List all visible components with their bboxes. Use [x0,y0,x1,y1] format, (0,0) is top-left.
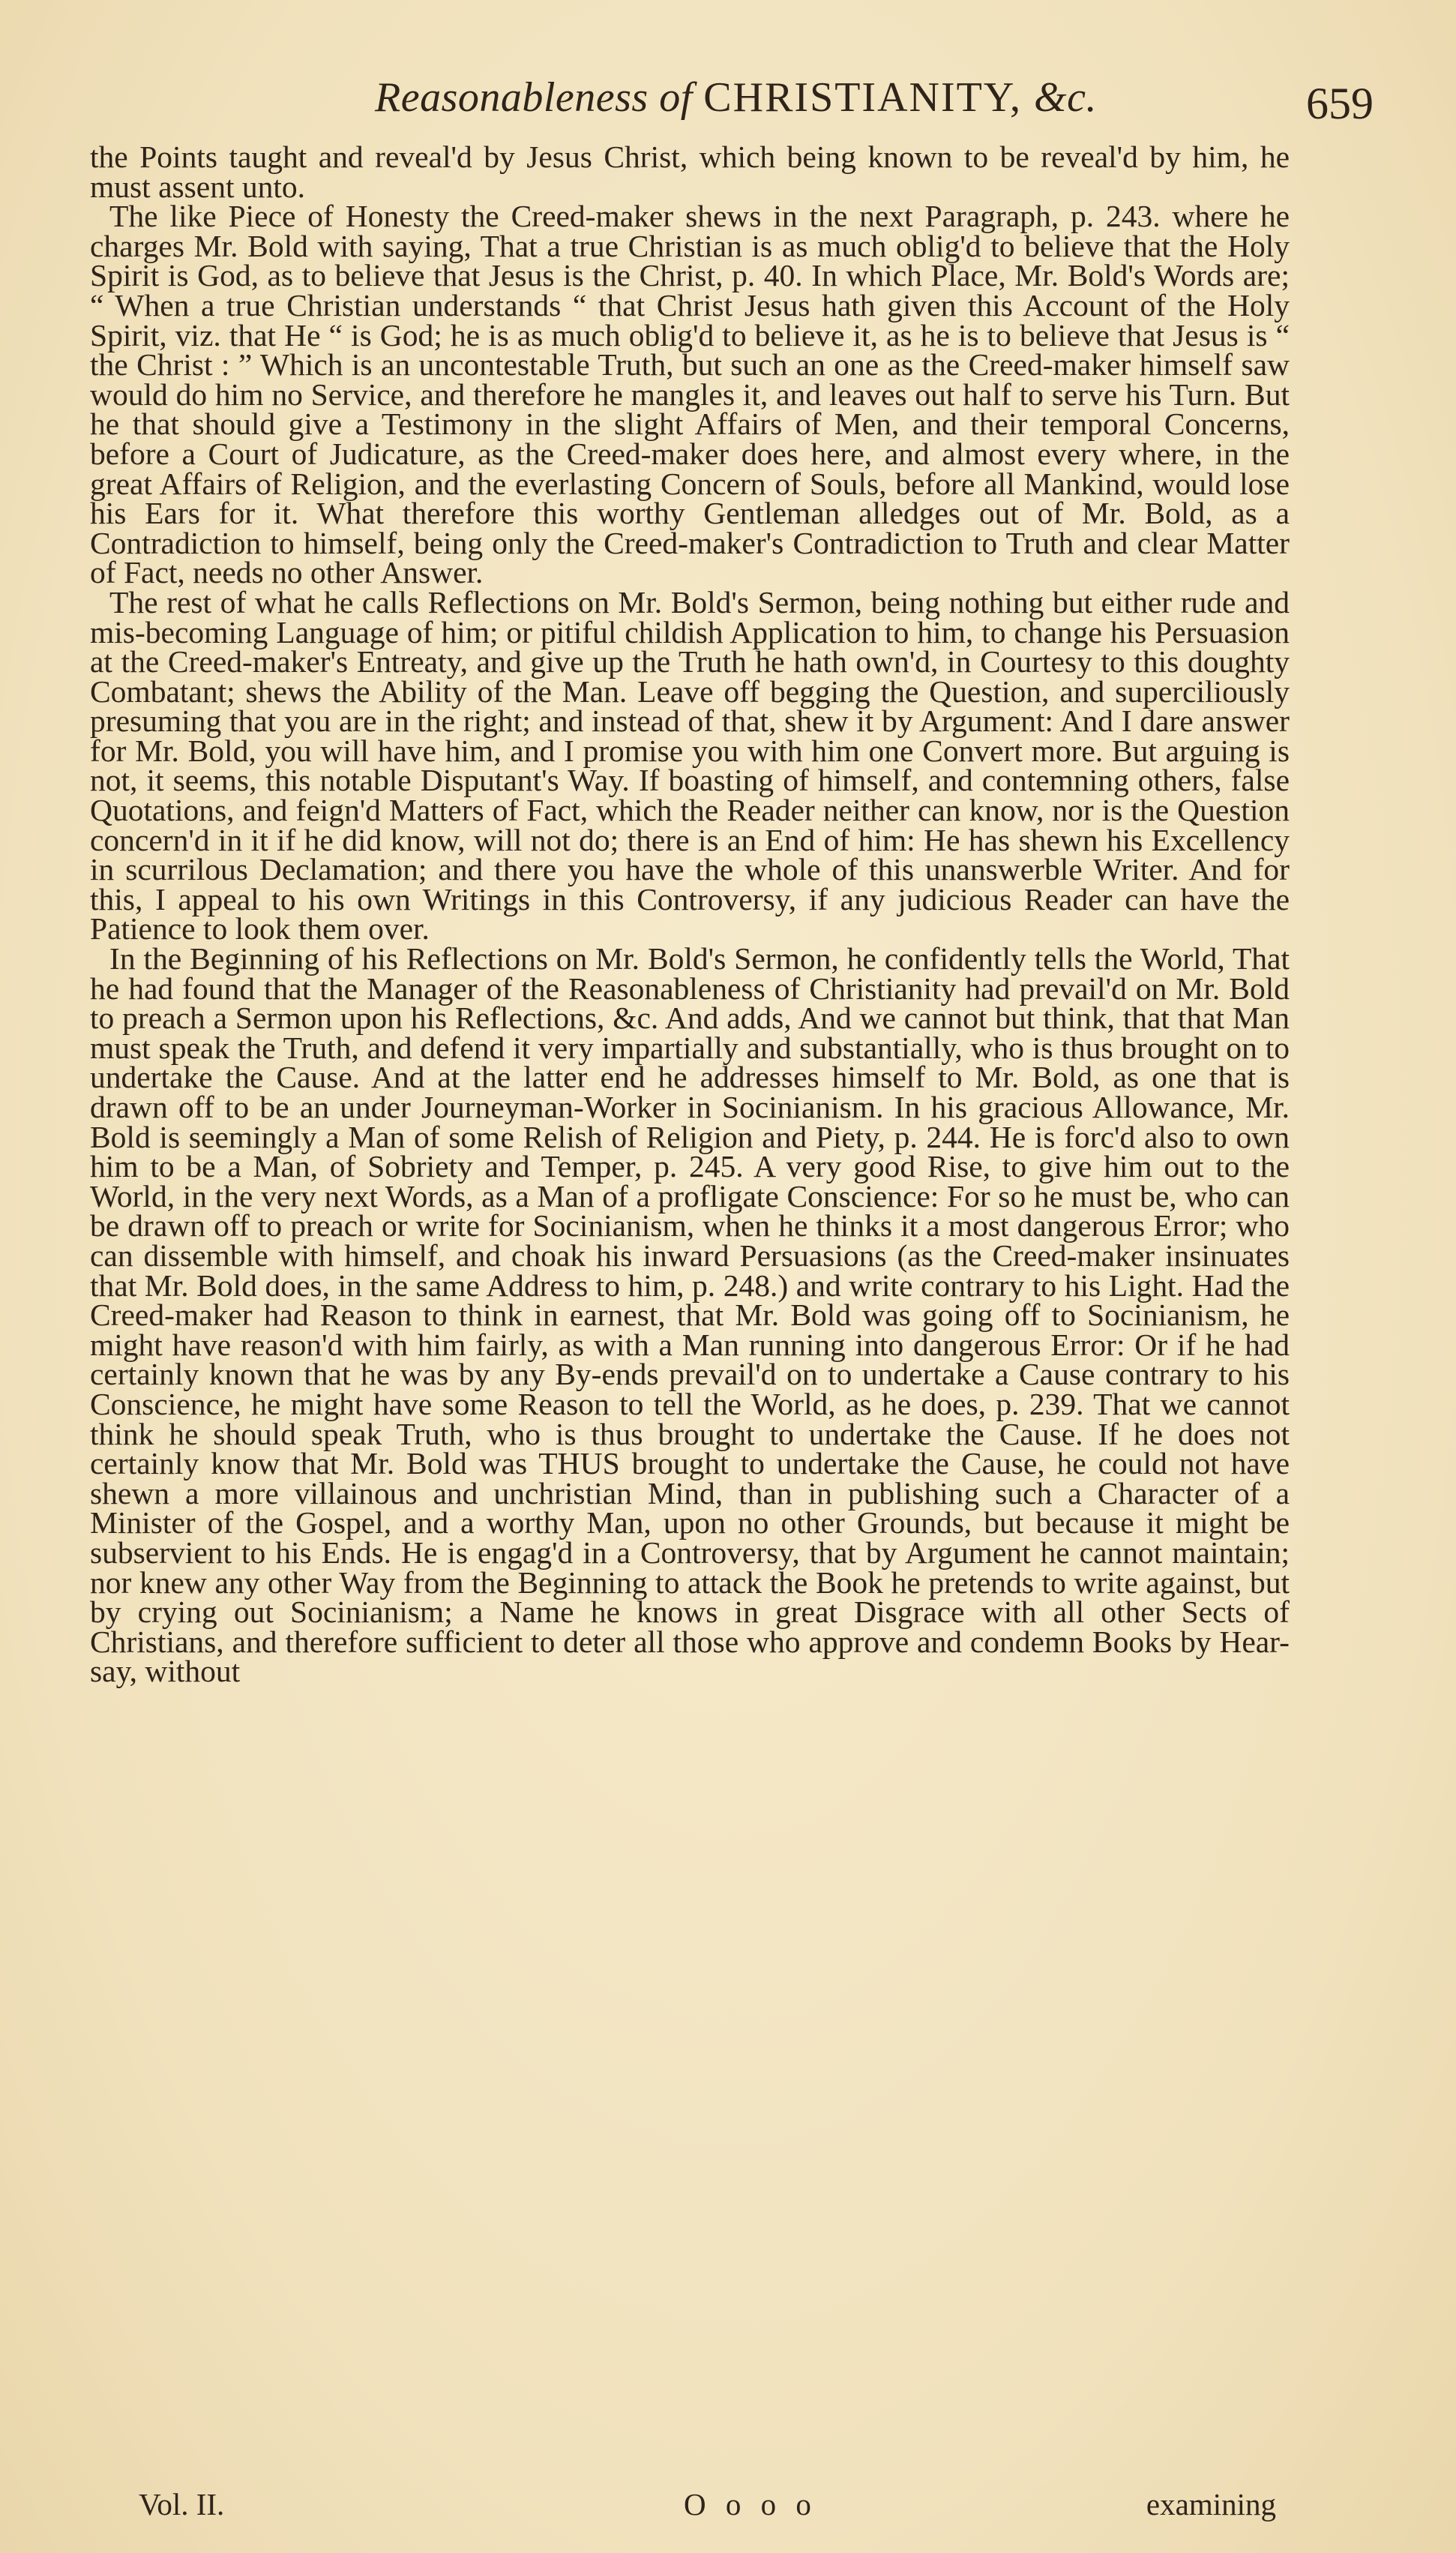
paragraph-1: the Points taught and reveal'd by Jesus Christ, which being known to be reveal'd by him, he must assent unto. [90,140,1290,204]
page-footer [0,2486,1456,2531]
running-head-etc: &c. [1034,74,1097,121]
catchword: examining [1146,2487,1276,2522]
body-text [90,142,1290,1687]
signature-mark: O o o o [684,2487,817,2522]
paragraph-3: The rest of what he calls Reflections on Mr. Bold's Sermon, being nothing but either rude and mis-becoming Language of him; or pitiful childish Application to him, to change his Persuasion at the Creed-maker's Entreaty, and give up the Truth he hath own'd, in Courtesy to this doughty Combatant; shews the Ability of the Man. Leave off begging the Question, and superciliously presuming that you are in the right; and instead of that, shew it by Argument: And I dare answer for Mr. Bold, you will have him, and I promise you with him one Convert more. But arguing is not, it seems, this notable Disputant's Way. If boasting of himself, and contemning others, false Quotations, and feign'd Matters of Fact, which the Reader neither can know, nor is the Question concern'd in it if he did know, will not do; there is an End of him: He has shewn his Excellency in scurrilous Declamation; and there you have the whole of this unanswerble Writer. And for this, I appeal to his own Writings in this Controversy, if any judicious Reader can have the Patience to look them over. [90,584,1290,946]
paragraph-2: The like Piece of Honesty the Creed-maker shews in the next Paragraph, p. 243. where he charges Mr. Bold with saying, That a true Christian is as much oblig'd to believe that the Holy Spirit is God, as to believe that Jesus is the Christ, p. 40. In which Place, Mr. Bold's Words are; “ When a true Christian understands “ that Christ Jesus hath given this Account of the Holy Spirit, viz. that He “ is God; he is as much oblig'd to believe it, as he is to believe that Jesus is “ the Christ : ” Which is an uncontestable Truth, but such an one as the Creed-maker himself saw would do him no Service, and therefore he mangles it, and leaves out half to serve his Turn. But he that should give a Testimony in the slight Affairs of Men, and their temporal Concerns, before a Court of Judicature, as the Creed-maker does here, and almost every where, in the great Affairs of Religion, and the everlasting Concern of Souls, before all Mankind, would lose his Ears for it. What therefore this worthy Gentleman alledges out of Mr. Bold, as a Contradiction to himself, being only the Creed-maker's Contradiction to Truth and clear Matter of Fact, needs no other Answer. [90,199,1290,590]
running-head-caps: CHRISTIANITY, [703,74,1035,121]
volume-label: Vol. II. [139,2487,225,2522]
running-head [375,74,1097,122]
page-header [0,69,1456,136]
paragraph-4: In the Beginning of his Reflections on Mr. Bold's Sermon, he confidently tells the World, That he had found that the Manager of the Reasonableness of Christianity had prevail'd on Mr. Bold to preach a Sermon upon his Reflections, &c. And adds, And we cannot but think, that that Man must speak the Truth, and defend it very impartially and substantially, who is thus brought on to undertake the Cause. And at the latter end he addresses himself to Mr. Bold, as one that is drawn off to be an under Journeyman-Worker in Socinianism. In his gracious Allowance, Mr. Bold is seemingly a Man of some Relish of Religion and Piety, p. 244. He is forc'd also to own him to be a Man, of Sobriety and Temper, p. 245. A very good Rise, to give him out to the World, in the very next Words, as a Man of a profligate Conscience: For so he must be, who can be drawn off to preach or write for Socinianism, when he thinks it a most dangerous Error; who can dissemble with himself, and choak his inward Persuasions (as the Creed-maker insinuates that Mr. Bold does, in the same Address to him, p. 248.) and write contrary to his Light. Had the Creed-maker had Reason to think in earnest, that Mr. Bold was going off to Socinianism, he might have reason'd with him fairly, as with a Man running into dangerous Error: Or if he had certainly known that he was by any By-ends prevail'd on to undertake a Cause contrary to his Conscience, he might have some Reason to tell the World, as he does, p. 239. That we cannot think he should speak Truth, who is thus brought to undertake the Cause. If he does not certainly know that Mr. Bold was THUS brought to undertake the Cause, he could not have shewn a more villainous and unchristian Mind, than in publishing such a Character of a Minister of the Gospel, and a worthy Man, upon no other Grounds, but because it might be subservient to his Ends. He is engag'd in a Controversy, that by Argument he cannot maintain; nor knew any other Way from the Beginning to attack the Book he pretends to write against, but by crying out Socinianism; a Name he knows in great Disgrace with all other Sects of Christians, and therefore sufficient to deter all those who approve and condemn Books by Hear-say, without [90,941,1290,1689]
running-head-italic: Reasonableness of [375,74,704,121]
page-number: 659 [1306,79,1374,128]
